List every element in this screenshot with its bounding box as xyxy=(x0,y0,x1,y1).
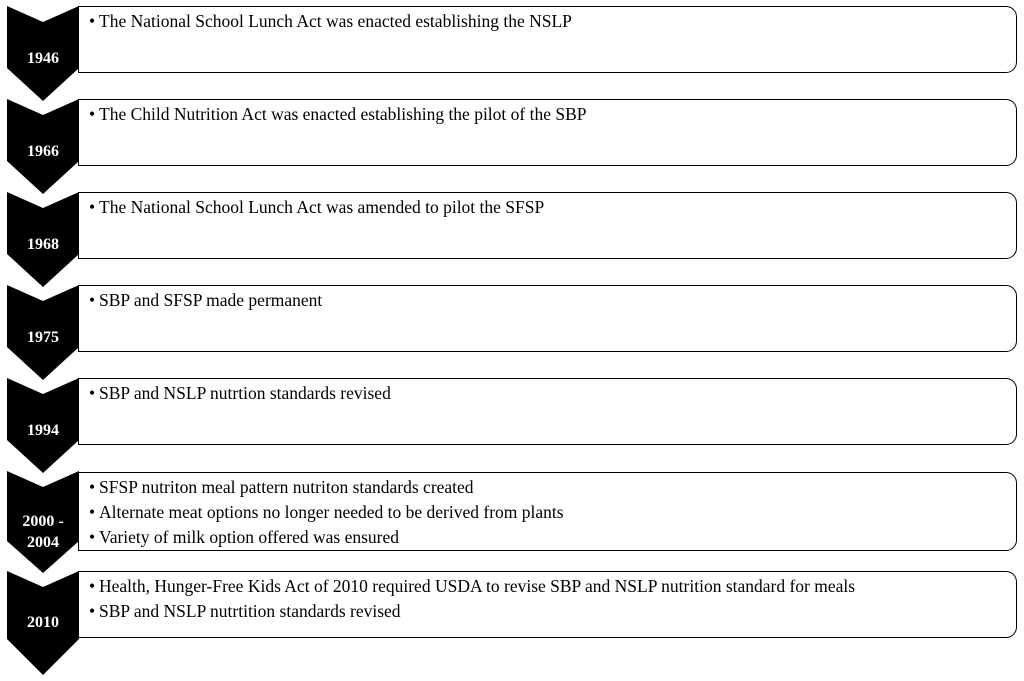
timeline-entry xyxy=(0,99,1024,194)
year-label: 1994 xyxy=(27,422,59,439)
event-text: SBP and NSLP nutrtition standards revised xyxy=(99,601,401,621)
timeline-entry xyxy=(0,378,1024,473)
event-box xyxy=(78,99,1017,166)
year-label: 1968 xyxy=(27,236,59,253)
event-text: SFSP nutriton meal pattern nutriton standards created xyxy=(99,477,474,497)
year-label: 2010 xyxy=(27,614,59,631)
event-text: SBP and NSLP nutrtion standards revised xyxy=(99,383,391,403)
year-chevron xyxy=(7,6,79,101)
event-item xyxy=(89,525,1016,550)
bullet-icon: • xyxy=(89,104,96,124)
timeline-entry xyxy=(0,571,1024,675)
event-box xyxy=(78,472,1017,551)
year-label: 2000 - 2004 xyxy=(22,513,64,551)
event-item xyxy=(89,102,1016,127)
event-text: Health, Hunger-Free Kids Act of 2010 required USDA to revise SBP and NSLP nutrition standard for meals xyxy=(99,576,856,596)
year-chevron xyxy=(7,571,79,675)
timeline-entry xyxy=(0,192,1024,287)
year-chevron xyxy=(7,285,79,380)
timeline-entry xyxy=(0,285,1024,380)
event-item xyxy=(89,288,1016,313)
event-item xyxy=(89,475,1016,500)
event-item xyxy=(89,381,1016,406)
event-text: SBP and SFSP made permanent xyxy=(99,290,323,310)
bullet-icon: • xyxy=(89,197,96,217)
event-text: Alternate meat options no longer needed to be derived from plants xyxy=(99,502,564,522)
bullet-icon: • xyxy=(89,383,96,403)
event-text: The National School Lunch Act was enacted establishing the NSLP xyxy=(99,11,572,31)
event-box xyxy=(78,571,1017,638)
event-text: The National School Lunch Act was amended to pilot the SFSP xyxy=(99,197,545,217)
event-item xyxy=(89,599,1016,624)
year-label: 1966 xyxy=(27,143,59,160)
event-box xyxy=(78,192,1017,259)
event-text: Variety of milk option offered was ensured xyxy=(99,527,400,547)
year-chevron xyxy=(7,192,79,287)
event-box xyxy=(78,378,1017,445)
year-chevron xyxy=(7,471,79,573)
event-item xyxy=(89,195,1016,220)
event-box xyxy=(78,6,1017,73)
year-label: 1946 xyxy=(27,50,59,67)
bullet-icon: • xyxy=(89,527,96,547)
bullet-icon: • xyxy=(89,601,96,621)
year-label: 1975 xyxy=(27,329,59,346)
year-chevron xyxy=(7,378,79,473)
bullet-icon: • xyxy=(89,290,96,310)
event-box xyxy=(78,285,1017,352)
bullet-icon: • xyxy=(89,576,96,596)
timeline-entry xyxy=(0,6,1024,101)
bullet-icon: • xyxy=(89,477,96,497)
event-text: The Child Nutrition Act was enacted establishing the pilot of the SBP xyxy=(99,104,587,124)
timeline-entry xyxy=(0,471,1024,573)
event-item xyxy=(89,9,1016,34)
event-item xyxy=(89,500,1016,525)
year-chevron xyxy=(7,99,79,194)
event-item xyxy=(89,574,1016,599)
bullet-icon: • xyxy=(89,502,96,522)
bullet-icon: • xyxy=(89,11,96,31)
